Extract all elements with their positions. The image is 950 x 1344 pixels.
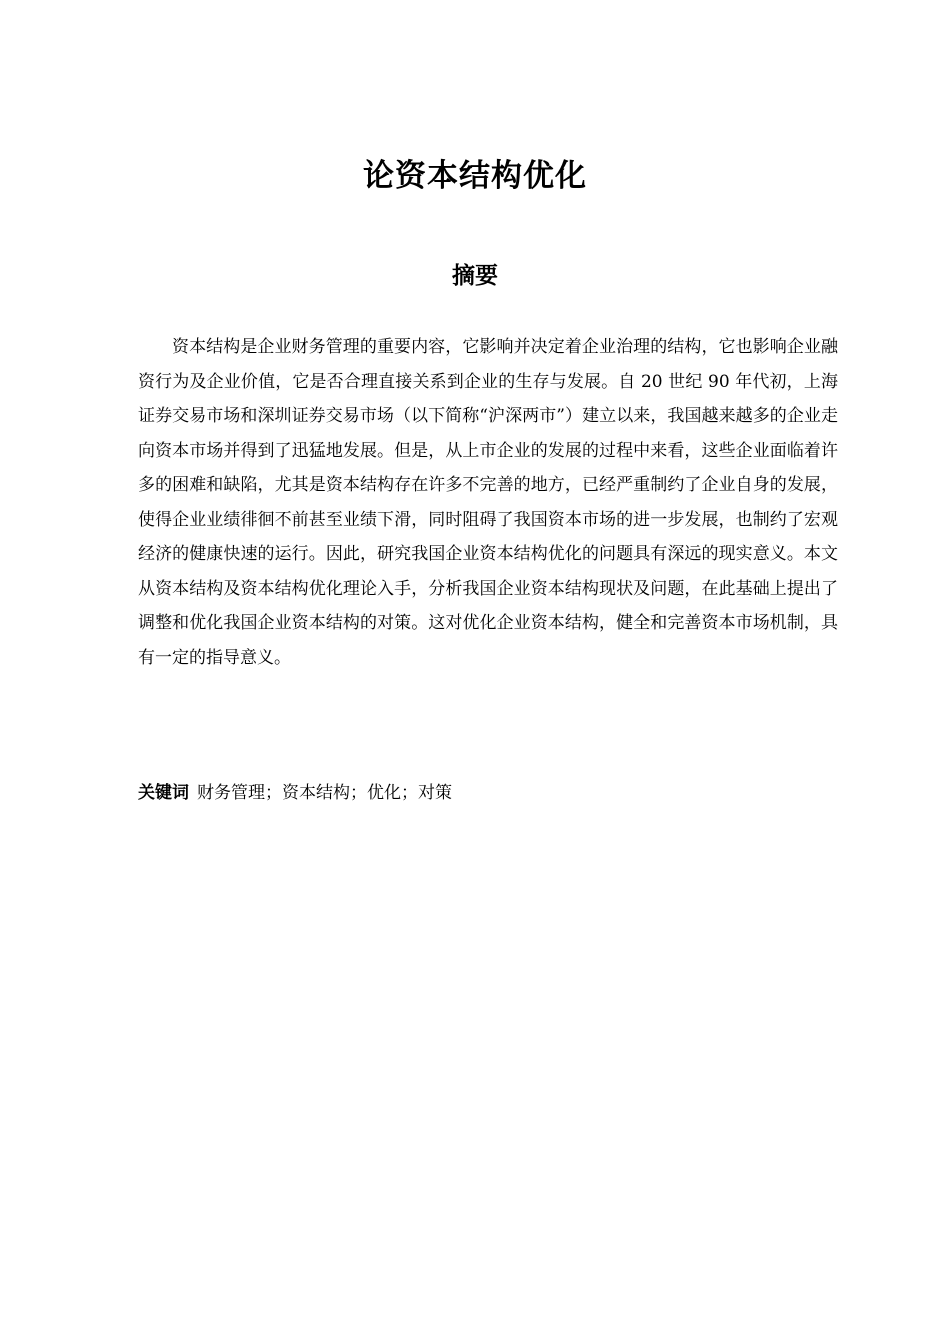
abstract-paragraph: 资本结构是企业财务管理的重要内容，它影响并决定着企业治理的结构，它也影响企业融资行为及企业价值，它是否合理直接关系到企业的生存与发展。自 20 世纪 90 年代初，上海证券交易市场和深圳证券交易市场（以下简称“沪深两市”）建立以来，我国越来越多的企业走向资本市场并得到了迅猛地发展。但是，从上市企业的发展的过程中来看，这些企业面临着许多的困难和缺陷，尤其是资本结构存在许多不完善的地方，已经严重制约了企业自身的发展，使得企业业绩徘徊不前甚至业绩下滑，同时阻碍了我国资本市场的进一步发展，也制约了宏观经济的健康快速的运行。因此，研究我国企业资本结构优化的问题具有深远的现实意义。本文从资本结构及资本结构优化理论入手，分析我国企业资本结构现状及问题，在此基础上提出了调整和优化我国企业资本结构的对策。这对优化企业资本结构，健全和完善资本市场机制，具有一定的指导意义。 <box>138 337 838 668</box>
abstract-heading: 摘要 <box>452 263 498 289</box>
keywords-list: 财务管理；资本结构；优化；对策 <box>197 783 452 803</box>
document-title: 论资本结构优化 <box>363 158 587 194</box>
keywords-line <box>138 776 838 810</box>
keywords-label: 关键词 <box>138 783 189 803</box>
